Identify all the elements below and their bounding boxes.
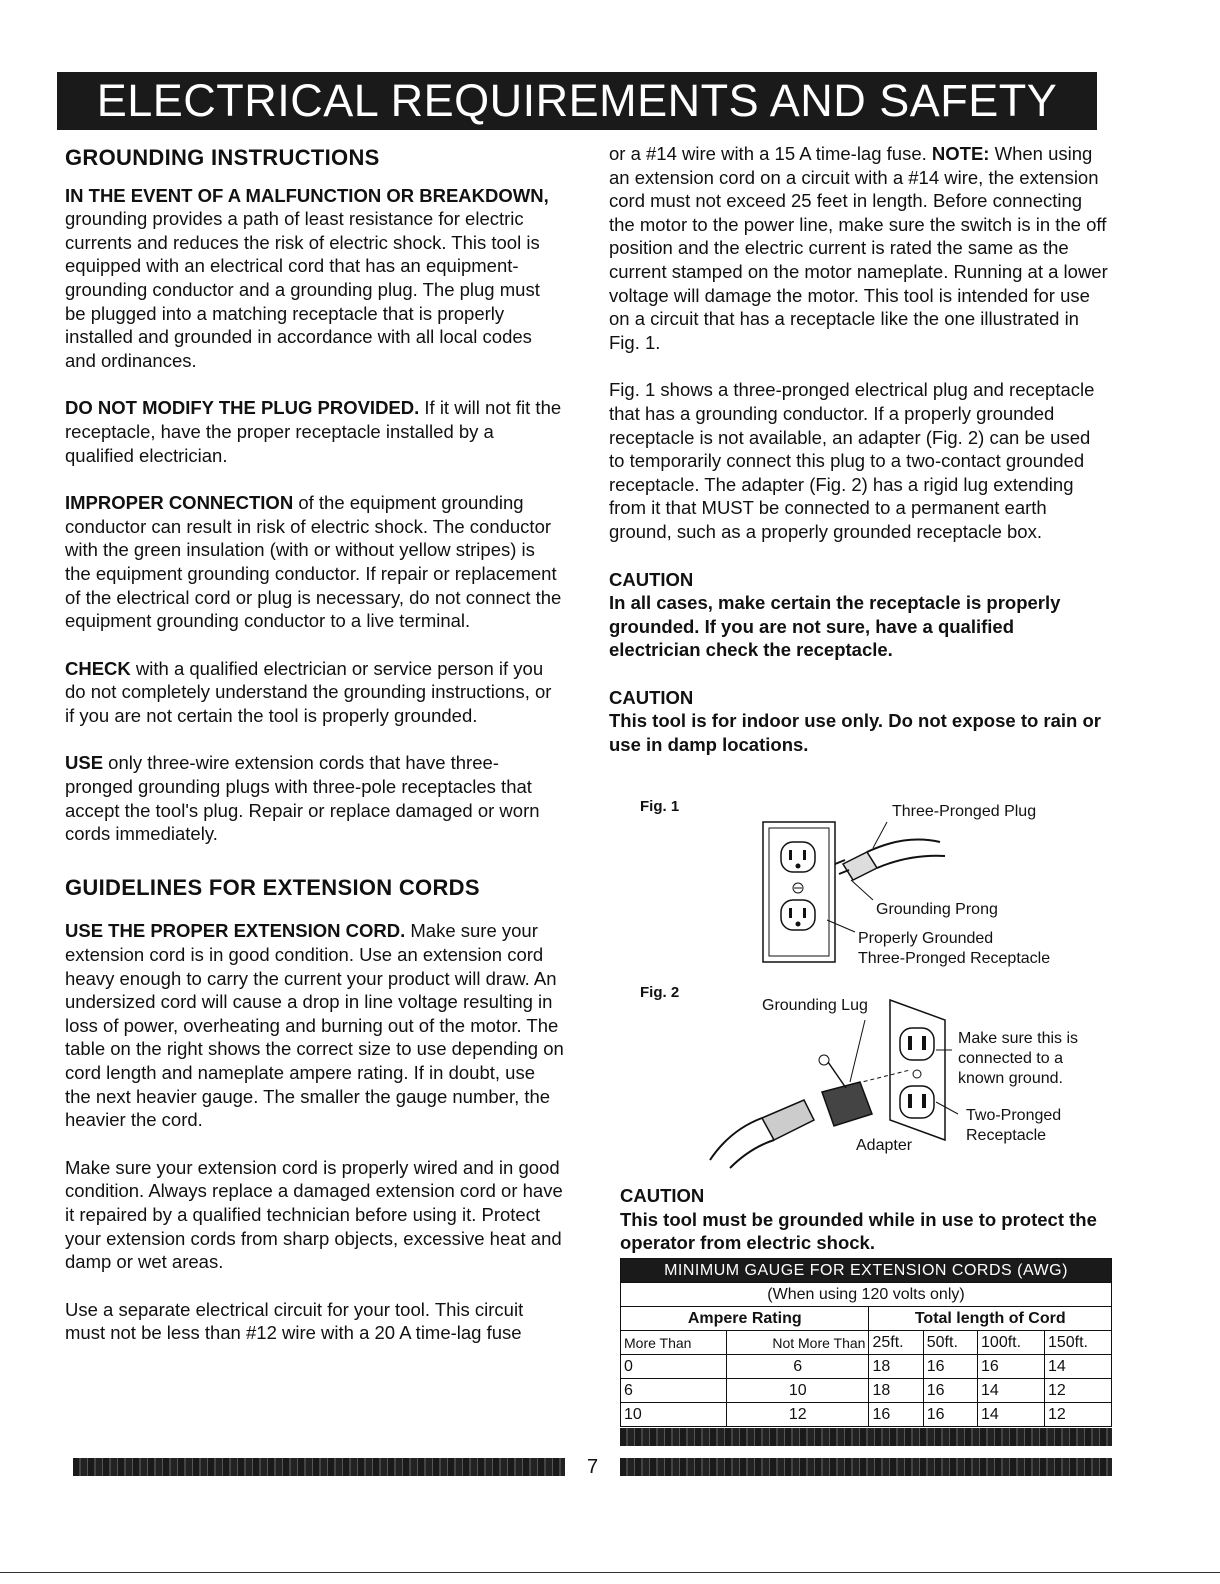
grounding-p5-lead: USE bbox=[65, 752, 104, 774]
fig2-note-2: connected to a bbox=[958, 1050, 1063, 1067]
caution-3-text: This tool must be grounded while in use to protect the operator from electric shock. bbox=[620, 1208, 1097, 1254]
right-p1-b: When using an extension cord on a circuit with a #14 wire, the extension cord must not exceed 25 feet in length. Before connecting the motor to the power line, make sure the switch is in the off position and the electric current is rated the same as the current stamped on the motor nameplate. Running at a lower voltage will damage the motor. This tool is intended for use on a circuit that has a receptacle like the one illustrated in Fig. 1. bbox=[609, 143, 1108, 353]
cell-more: 10 bbox=[621, 1403, 727, 1427]
receptacle-inner bbox=[769, 828, 829, 956]
caution-3-heading: CAUTION bbox=[620, 1185, 705, 1206]
grounding-p3-lead: IMPROPER CONNECTION bbox=[65, 492, 294, 514]
fig2-label: Fig. 2 bbox=[640, 984, 680, 1001]
grounding-p2-text: If it will not fit the receptacle, have the proper receptacle installed by a qualified electrician. bbox=[65, 397, 562, 466]
cell-150: 14 bbox=[1044, 1355, 1111, 1379]
fig2-receptacle-label-1: Two-Pronged bbox=[966, 1107, 1062, 1124]
extension-paragraph-1 bbox=[65, 919, 565, 1131]
table-subtitle: (When using 120 volts only) bbox=[621, 1283, 1112, 1307]
gauge-table bbox=[620, 1258, 1112, 1427]
cell-50: 16 bbox=[923, 1355, 977, 1379]
cell-more: 0 bbox=[621, 1355, 727, 1379]
grounding-p1-lead: IN THE EVENT OF A MALFUNCTION OR BREAKDOWN, bbox=[65, 184, 549, 206]
grounding-p2-lead: DO NOT MODIFY THE PLUG PROVIDED. bbox=[65, 397, 420, 419]
fig1-label: Fig. 1 bbox=[640, 798, 680, 815]
table-row bbox=[621, 1403, 1112, 1427]
plug-cord bbox=[867, 840, 940, 852]
fig1-receptacle-label-1: Properly Grounded bbox=[858, 930, 994, 947]
cell-100: 16 bbox=[978, 1355, 1045, 1379]
extension-p1-lead: USE THE PROPER EXTENSION CORD. bbox=[65, 920, 406, 942]
fig2-receptacle-label-2: Receptacle bbox=[966, 1127, 1047, 1144]
grounding-paragraph-4 bbox=[65, 657, 565, 728]
cell-not-more: 6 bbox=[726, 1355, 869, 1379]
plug-body bbox=[762, 1100, 814, 1140]
extension-heading: GUIDELINES FOR EXTENSION CORDS bbox=[65, 874, 480, 900]
col-not-more-than: Not More Than bbox=[726, 1331, 869, 1355]
cell-150: 12 bbox=[1044, 1379, 1111, 1403]
fig2-lug-label: Grounding Lug bbox=[762, 997, 868, 1014]
col-more-than: More Than bbox=[621, 1331, 727, 1355]
two-prong-outlet-top bbox=[900, 1028, 934, 1060]
bottom-rule bbox=[0, 1572, 1220, 1573]
fig2-note-3: known ground. bbox=[958, 1070, 1063, 1087]
extension-paragraph-2: Make sure your extension cord is properly wired and in good condition. Always replace a damaged extension cord or have it repaired by a qualified technician before using it. Protect your extension cords from sharp objects, excessive heat and damp or wet areas. bbox=[65, 1156, 563, 1273]
fig2-note-1: Make sure this is bbox=[958, 1030, 1079, 1047]
grounding-paragraph-1 bbox=[65, 184, 565, 373]
right-paragraph-2: Fig. 1 shows a three-pronged electrical plug and receptacle that has a grounding conductor. If a properly grounded receptacle is not available, an adapter (Fig. 2) can be used to temporarily connect this plug to a two-contact grounded receptacle. The adapter (Fig. 2) has a rigid lug extending from it that MUST be connected to a permanent earth ground, such as a properly grounded receptacle box. bbox=[609, 379, 1095, 542]
note-label: NOTE: bbox=[931, 143, 990, 164]
right-paragraph-1 bbox=[609, 142, 1109, 354]
left-column bbox=[65, 146, 565, 1369]
col-150ft: 150ft. bbox=[1044, 1331, 1111, 1355]
cell-100: 14 bbox=[978, 1379, 1045, 1403]
grounding-p3-text: of the equipment grounding conductor can result in risk of electric shock. The conductor with the green insulation (with or without yellow stripes) is the equipment grounding conductor. If repair or replacement of the electrical cord or plug is necessary, do not connect the equipment grounding conductor to a live terminal. bbox=[65, 492, 562, 632]
grounding-lug bbox=[819, 1055, 829, 1065]
plug-cord bbox=[710, 1118, 762, 1160]
grounding-paragraph-2 bbox=[65, 396, 565, 467]
receptacle-plate bbox=[763, 822, 835, 962]
caution-3-block bbox=[620, 1184, 1120, 1255]
extension-p1-text: Make sure your extension cord is in good condition. Use an extension cord heavy enough to carry the current your product will draw. An undersized cord will cause a drop in line voltage resulting in loss of power, overheating and burning out of the motor. The table on the right shows the correct size to use depending on cord length and nameplate ampere rating. If in doubt, use the next heavier gauge. The smaller the gauge number, the heavier the cord. bbox=[65, 920, 564, 1131]
cell-more: 6 bbox=[621, 1379, 727, 1403]
page-banner: ELECTRICAL REQUIREMENTS AND SAFETY bbox=[57, 72, 1097, 130]
adapter-body bbox=[822, 1082, 872, 1126]
two-prong-outlet-bottom bbox=[900, 1086, 934, 1118]
grounding-p5-text: only three-wire extension cords that have three-pronged grounding plugs with three-pole receptacles that accept the tool's plug. Repair or replace damaged or worn cords immediately. bbox=[65, 752, 540, 845]
fig1-receptacle-label-2: Three-Pronged Receptacle bbox=[858, 950, 1051, 967]
grounding-heading: GROUNDING INSTRUCTIONS bbox=[65, 145, 380, 170]
cell-100: 14 bbox=[978, 1403, 1045, 1427]
cell-150: 12 bbox=[1044, 1403, 1111, 1427]
footer-bar-right bbox=[620, 1458, 1112, 1476]
fig2-illustration bbox=[700, 990, 960, 1170]
grounding-p4-lead: CHECK bbox=[65, 657, 131, 679]
extension-paragraph-3: Use a separate electrical circuit for your tool. This circuit must not be less than #12 wire with a 20 A time-lag fuse bbox=[65, 1298, 524, 1344]
fig1-prong-label: Grounding Prong bbox=[876, 901, 998, 918]
col-25ft: 25ft. bbox=[869, 1331, 923, 1355]
page-number: 7 bbox=[587, 1456, 599, 1478]
fig1-plug-label: Three-Pronged Plug bbox=[892, 803, 1037, 820]
cell-not-more: 12 bbox=[726, 1403, 869, 1427]
fig2-adapter-label: Adapter bbox=[856, 1137, 913, 1154]
grounding-p4-text: with a qualified electrician or service person if you do not completely understand the grounding instructions, or if you are not certain the tool is properly grounded. bbox=[65, 657, 552, 726]
col-100ft: 100ft. bbox=[978, 1331, 1045, 1355]
right-p1-a: or a #14 wire with a 15 A time-lag fuse. bbox=[609, 143, 932, 164]
caution-1-heading: CAUTION bbox=[609, 568, 694, 590]
footer-bar-left bbox=[73, 1458, 565, 1476]
caution-2-text: This tool is for indoor use only. Do not expose to rain or use in damp locations. bbox=[609, 710, 1101, 756]
table-row bbox=[621, 1355, 1112, 1379]
cell-not-more: 10 bbox=[726, 1379, 869, 1403]
caution-1-text: In all cases, make certain the receptacle is properly grounded. If you are not sure, have a qualified electrician check the receptacle. bbox=[609, 592, 1061, 661]
plug-body bbox=[843, 852, 877, 880]
cord-length-header: Total length of Cord bbox=[869, 1307, 1112, 1331]
table-footer-bar bbox=[620, 1428, 1112, 1446]
right-column bbox=[609, 142, 1109, 781]
grounding-p1-text: grounding provides a path of least resistance for electric currents and reduces the risk of electric shock. This tool is equipped with an electrical cord that has an equipment-grounding conductor and a grounding plug. The plug must be plugged into a matching receptacle that is properly installed and grounded in accordance with all local codes and ordinances. bbox=[65, 208, 540, 371]
col-50ft: 50ft. bbox=[923, 1331, 977, 1355]
cell-25: 18 bbox=[869, 1379, 923, 1403]
grounding-paragraph-3 bbox=[65, 491, 565, 633]
ampere-rating-header: Ampere Rating bbox=[621, 1307, 869, 1331]
caution-2-heading: CAUTION bbox=[609, 686, 694, 708]
cell-50: 16 bbox=[923, 1379, 977, 1403]
grounding-paragraph-5 bbox=[65, 751, 565, 845]
table-title: MINIMUM GAUGE FOR EXTENSION CORDS (AWG) bbox=[621, 1259, 1112, 1283]
cell-50: 16 bbox=[923, 1403, 977, 1427]
cell-25: 16 bbox=[869, 1403, 923, 1427]
table-row bbox=[621, 1379, 1112, 1403]
cell-25: 18 bbox=[869, 1355, 923, 1379]
